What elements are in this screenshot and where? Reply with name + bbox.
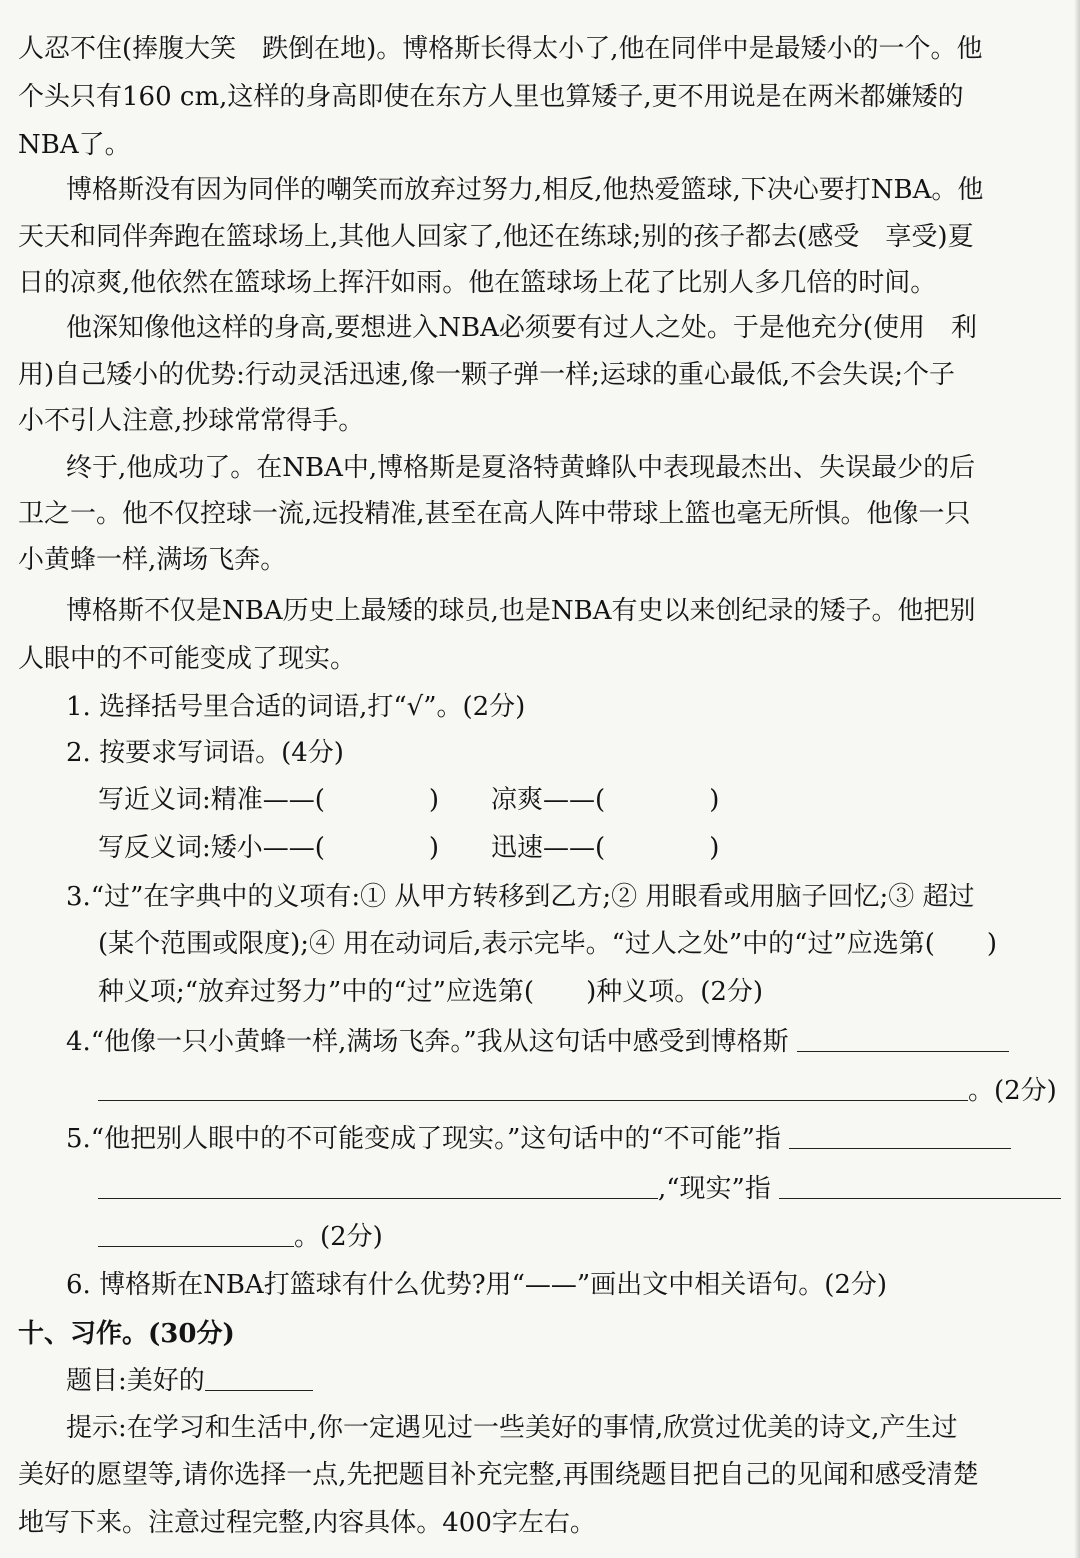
passage-line-3: NBA了。	[18, 130, 131, 160]
passage-line-8: 用)自己矮小的优势:行动灵活迅速,像一颗子弹一样;运球的重心最低,不会失误;个子	[18, 360, 955, 390]
question-3-line-1: 3.“过”在字典中的义项有:① 从甲方转移到乙方;② 用眼看或用脑子回忆;③ 超过	[66, 882, 975, 912]
passage-line-2: 个头只有160 cm,这样的身高即使在东方人里也算矮子,更不用说是在两米都嫌矮的	[18, 82, 964, 112]
question-5-middle: ,“现实”指	[658, 1174, 771, 1204]
page-edge-shadow	[1074, 0, 1080, 1558]
question-5-score: 。(2分)	[294, 1222, 383, 1252]
passage-line-12: 小黄蜂一样,满场飞奔。	[18, 545, 287, 575]
question-2-synonyms: 写近义词:精准——( ) 凉爽——( )	[98, 785, 720, 815]
passage-line-13: 博格斯不仅是NBA历史上最矮的球员,也是NBA有史以来创纪录的矮子。他把别	[66, 596, 976, 626]
writing-hint-line-1: 提示:在学习和生活中,你一定遇见过一些美好的事情,欣赏过优美的诗文,产生过	[66, 1413, 958, 1443]
passage-line-10: 终于,他成功了。在NBA中,博格斯是夏洛特黄蜂队中表现最杰出、失误最少的后	[66, 453, 976, 483]
topic-blank[interactable]	[205, 1364, 313, 1391]
answer-blank[interactable]	[789, 1122, 1011, 1149]
question-4-line-1	[0, 1025, 1080, 1059]
question-4-text: 4.“他像一只小黄蜂一样,满场飞奔。”我从这句话中感受到博格斯	[66, 1027, 789, 1057]
question-6: 6. 博格斯在NBA打篮球有什么优势?用“——”画出文中相关语句。(2分)	[66, 1270, 888, 1300]
question-4-score: 。(2分)	[968, 1076, 1057, 1106]
question-5-line-1	[0, 1122, 1080, 1156]
answer-blank[interactable]	[797, 1025, 1009, 1052]
passage-line-9: 小不引人注意,抄球常常得手。	[18, 406, 365, 436]
question-2: 2. 按要求写词语。(4分)	[66, 738, 344, 768]
writing-topic: 题目:美好的	[66, 1366, 205, 1396]
writing-topic-line	[0, 1364, 1080, 1398]
question-5-line-2	[0, 1172, 1080, 1206]
passage-line-14: 人眼中的不可能变成了现实。	[18, 644, 357, 674]
writing-hint-line-3: 地写下来。注意过程完整,内容具体。400字左右。	[18, 1508, 596, 1538]
answer-blank[interactable]	[98, 1220, 294, 1247]
answer-blank[interactable]	[98, 1172, 658, 1199]
writing-heading: 十、习作。(30分)	[18, 1319, 235, 1349]
question-5-line-3	[0, 1220, 1080, 1254]
answer-blank[interactable]	[779, 1172, 1061, 1199]
answer-blank[interactable]	[98, 1074, 968, 1101]
question-4-line-2	[0, 1074, 1080, 1108]
question-3-line-3: 种义项;“放弃过努力”中的“过”应选第( )种义项。(2分)	[98, 977, 764, 1007]
passage-line-1: 人忍不住(捧腹大笑 跌倒在地)。博格斯长得太小了,他在同伴中是最矮小的一个。他	[18, 34, 983, 64]
writing-hint-line-2: 美好的愿望等,请你选择一点,先把题目补充完整,再围绕题目把自己的见闻和感受清楚	[18, 1460, 979, 1490]
question-1: 1. 选择括号里合适的词语,打“√”。(2分)	[66, 692, 526, 722]
question-3-line-2: (某个范围或限度);④ 用在动词后,表示完毕。“过人之处”中的“过”应选第( )	[98, 929, 998, 959]
passage-line-11: 卫之一。他不仅控球一流,远投精准,甚至在高人阵中带球上篮也毫无所惧。他像一只	[18, 499, 971, 529]
passage-line-7: 他深知像他这样的身高,要想进入NBA必须要有过人之处。于是他充分(使用 利	[66, 313, 978, 343]
question-2-antonyms: 写反义词:矮小——( ) 迅速——( )	[98, 833, 720, 863]
passage-line-5: 天天和同伴奔跑在篮球场上,其他人回家了,他还在练球;别的孩子都去(感受 享受)夏	[18, 222, 974, 252]
question-5-text: 5.“他把别人眼中的不可能变成了现实。”这句话中的“不可能”指	[66, 1124, 781, 1154]
passage-line-6: 日的凉爽,他依然在篮球场上挥汗如雨。他在篮球场上花了比别人多几倍的时间。	[18, 268, 937, 298]
passage-line-4: 博格斯没有因为同伴的嘲笑而放弃过努力,相反,他热爱篮球,下决心要打NBA。他	[66, 175, 984, 205]
